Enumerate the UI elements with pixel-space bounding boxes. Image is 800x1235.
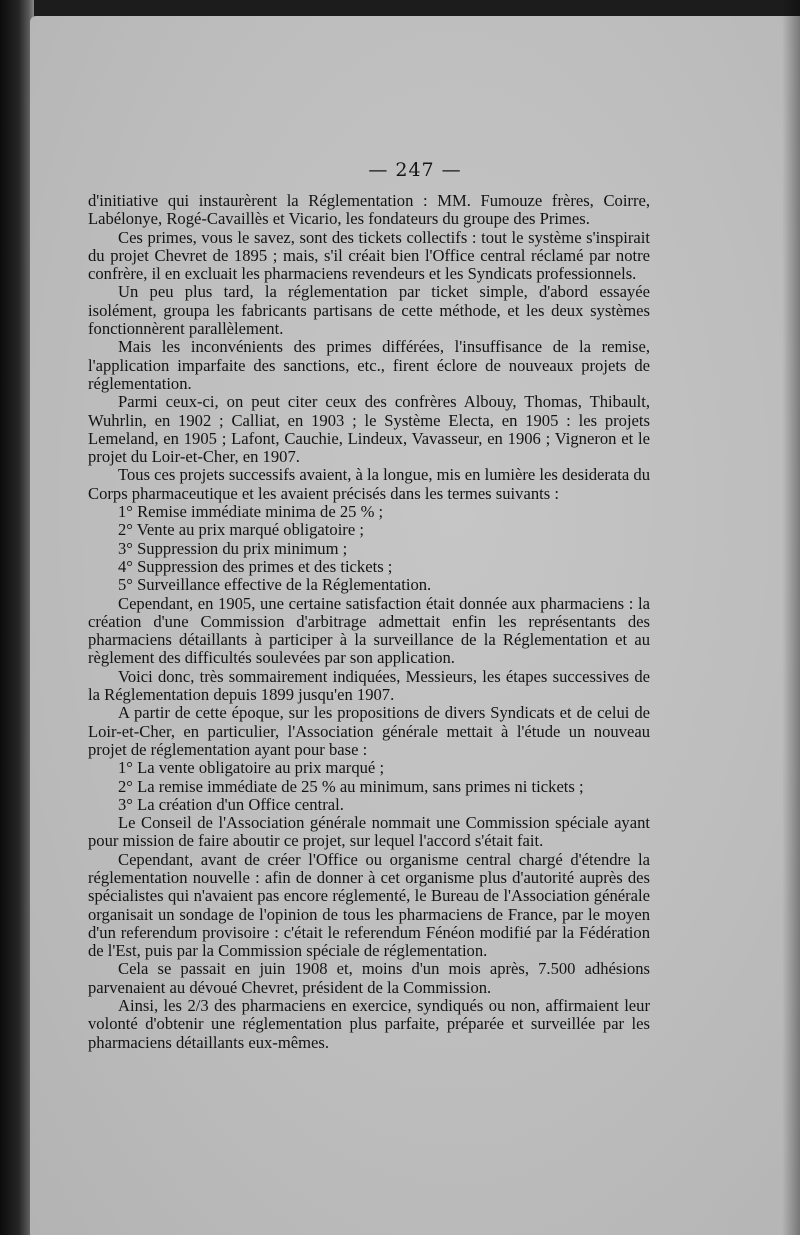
book-binding-shadow bbox=[0, 0, 34, 1235]
paragraph: d'initiative qui instaurèrent la Réglementation : MM. Fumouze frères, Coirre, Labélonye, Rogé-Cavaillès et Vicario, les fondateurs du groupe des Primes. bbox=[88, 191, 650, 229]
paragraph: Mais les inconvénients des primes différées, l'insuffisance de la remise, l'application imparfaite des sanctions, etc., firent éclore de nouveaux projets de réglementation. bbox=[88, 337, 650, 393]
book-page bbox=[30, 16, 800, 1235]
paragraph: A partir de cette époque, sur les propositions de divers Syndicats et de celui de Loir-et-Cher, en particulier, l'Association générale mettait à l'étude un nouveau projet de réglementation ayant pour base : bbox=[88, 703, 650, 759]
paragraph: Tous ces projets successifs avaient, à la longue, mis en lumière les desiderata du Corps pharmaceutique et les avaient précisés dans les termes suivants : bbox=[88, 465, 650, 503]
paragraph: Cela se passait en juin 1908 et, moins d'un mois après, 7.500 adhésions parvenaient au dévoué Chevret, président de la Commission. bbox=[88, 959, 650, 997]
paragraph: Ces primes, vous le savez, sont des tickets collectifs : tout le système s'inspirait du projet Chevret de 1895 ; mais, s'il créait bien l'Office central réclamé par notre confrère, il en excluait les pharmaciens revendeurs et les Syndicats professionnels. bbox=[88, 227, 650, 284]
paragraph: Parmi ceux-ci, on peut citer ceux des confrères Albouy, Thomas, Thibault, Wuhrlin, en 1902 ; Calliat, en 1903 ; le Système Electa, en 1905 : les projets Lemeland, en 1905 ; Lafont, Cauchie, Lindeux, Vavasseur, en 1906 ; Vigneron et le projet du Loir-et-Cher, en 1907. bbox=[88, 392, 650, 467]
paragraph: Un peu plus tard, la réglementation par ticket simple, d'abord essayée isolément, groupa les fabricants partisans de cette méthode, et les deux systèmes fonctionnèrent parallèlement. bbox=[88, 282, 650, 339]
page-edge-shadow bbox=[782, 0, 800, 1235]
paragraph: Le Conseil de l'Association générale nommait une Commission spéciale ayant pour mission de faire aboutir ce projet, sur lequel l'accord s'était fait. bbox=[88, 813, 650, 851]
paragraph: Cependant, avant de créer l'Office ou organisme central chargé d'étendre la réglementation nouvelle : afin de donner à cet organisme plus d'autorité auprès des spécialistes qui n'avaient pas encore réglementé, le Bureau de l'Association générale organisait un sondage de l'opinion de tous les pharmaciens de France, par le moyen d'un referendum provisoire : c'était le referendum Fénéon modifié par la Fédération de l'Est, puis par la Commission spéciale de réglementation. bbox=[88, 849, 650, 961]
page-body-text bbox=[88, 192, 650, 1052]
paragraph: Voici donc, très sommairement indiquées, Messieurs, les étapes successives de la Réglementation depuis 1899 jusqu'en 1907. bbox=[88, 666, 650, 705]
list-item: 2° Vente au prix marqué obligatoire ; bbox=[118, 520, 364, 540]
list-item: 3° Suppression du prix minimum ; bbox=[118, 538, 348, 558]
list-item: 1° La vente obligatoire au prix marqué ; bbox=[118, 758, 385, 778]
list-item: 2° La remise immédiate de 25 % au minimum, sans primes ni tickets ; bbox=[118, 776, 584, 796]
list-item: 5° Surveillance effective de la Réglementation. bbox=[118, 575, 432, 595]
list-item: 4° Suppression des primes et des tickets ; bbox=[118, 556, 393, 576]
list-item: 3° La création d'un Office central. bbox=[118, 794, 344, 814]
paragraph: Cependant, en 1905, une certaine satisfaction était donnée aux pharmaciens : la création d'une Commission d'arbitrage admettait enfin les représentants des pharmaciens détaillants à participer à la surveillance de la Réglementation et au règlement des difficultés soulevées par son application. bbox=[88, 593, 650, 668]
paragraph: Ainsi, les 2/3 des pharmaciens en exercice, syndiqués ou non, affirmaient leur volonté d'obtenir une réglementation plus parfaite, préparée et surveillée par les pharmaciens détaillants eux-mêmes. bbox=[88, 996, 650, 1052]
page-number: — 247 — bbox=[368, 159, 462, 181]
list-item: 1° Remise immédiate minima de 25 % ; bbox=[118, 502, 384, 522]
